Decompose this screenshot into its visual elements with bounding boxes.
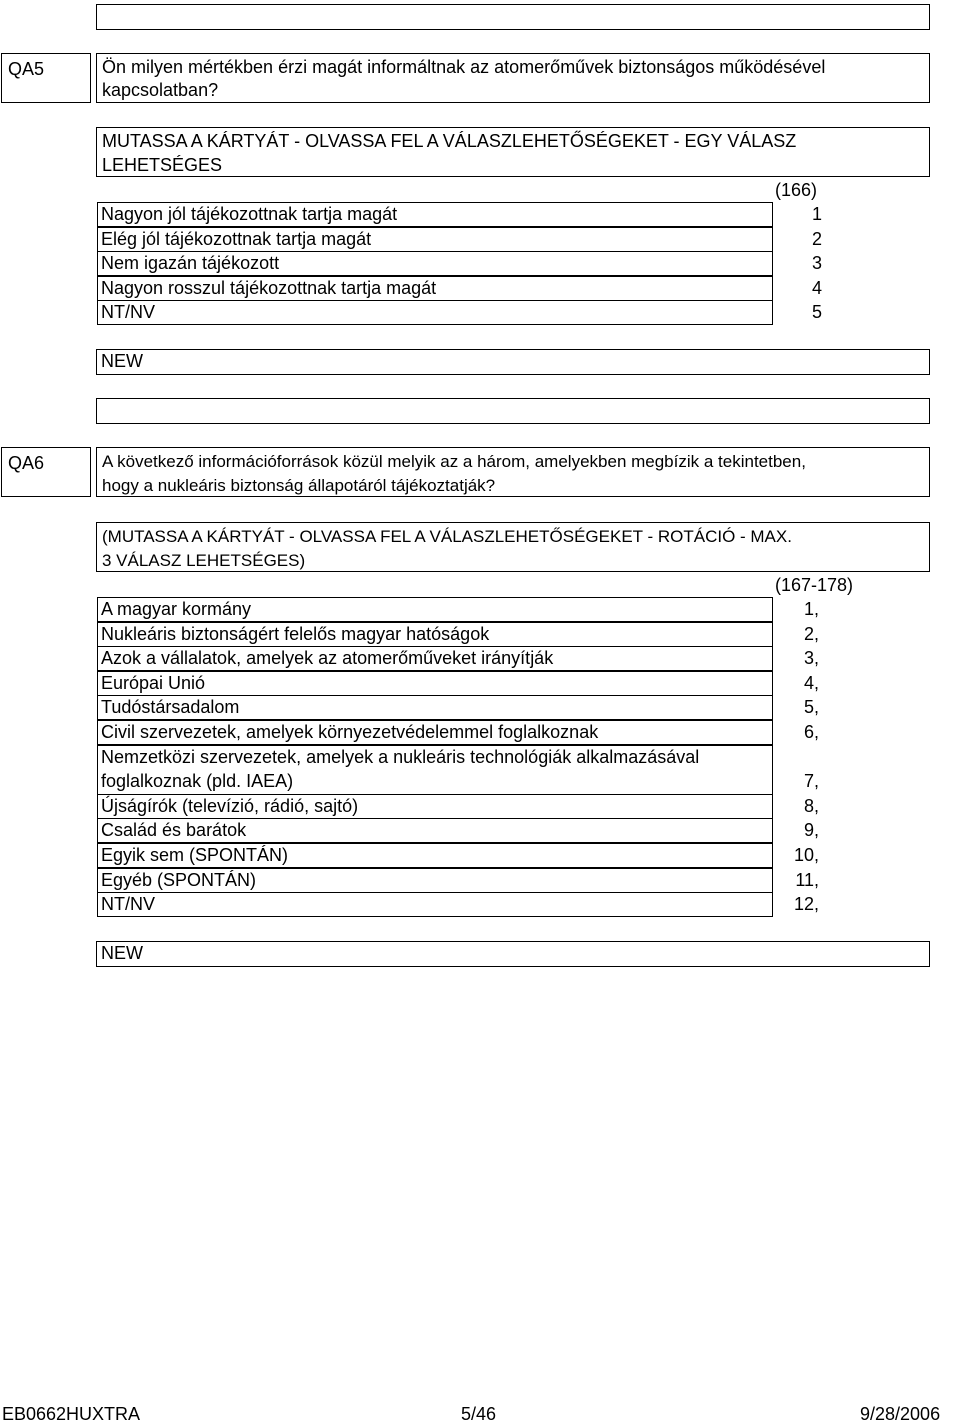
qa6-new-box [96, 941, 930, 967]
answer-label: Tudóstársadalom [101, 697, 240, 718]
answer-label: Egyik sem (SPONTÁN) [101, 845, 289, 865]
qa6-instruction-box [96, 522, 930, 572]
answer-code: 3, [803, 648, 819, 669]
answer-label: Nagyon jól tájékozottnak tartja magát [101, 204, 398, 224]
qa5-new-box [96, 349, 930, 375]
answer-code: 9, [803, 820, 819, 841]
table-row [97, 597, 827, 622]
qa6-column-code: (167-178) [775, 575, 854, 595]
qa6-id: QA6 [8, 453, 45, 473]
footer-page-number: 5/46 [461, 1404, 497, 1424]
table-row [97, 646, 827, 671]
qa5-question-box [96, 53, 930, 103]
answer-label: Elég jól tájékozottnak tartja magát [101, 228, 372, 249]
qa6-id-box [1, 447, 91, 497]
table-row [97, 227, 837, 252]
table-row [97, 251, 837, 276]
qa5-id: QA5 [8, 59, 45, 79]
answer-code: 3 [811, 253, 822, 274]
table-row [97, 818, 827, 843]
qa5-instruction-box [96, 127, 930, 177]
answer-code: 11, [795, 869, 819, 890]
answer-label: Azok a vállalatok, amelyek az atomerőműveket irányítják [101, 648, 554, 669]
answer-code: 12, [793, 894, 819, 915]
answer-code: 5, [803, 697, 819, 718]
table-row [97, 745, 827, 795]
footer-document-code: EB0662HUXTRA [2, 1404, 141, 1424]
answer-code: 4 [811, 277, 822, 298]
table-row [97, 202, 837, 227]
answer-label-box [97, 300, 773, 325]
top-empty-box [96, 4, 930, 30]
answer-label: Újságírók (televízió, rádió, sajtó) [101, 795, 359, 816]
answer-label: Nemzetközi szervezetek, amelyek a nukleáris technológiák alkalmazásával [101, 746, 700, 767]
answer-label: Egyéb (SPONTÁN) [101, 869, 257, 890]
table-row [97, 622, 827, 647]
answer-label-box [97, 892, 773, 917]
answer-label: NT/NV [101, 302, 155, 323]
answer-label: Nem igazán tájékozott [101, 253, 280, 274]
answer-code: 6, [803, 722, 819, 742]
answer-label: A magyar kormány [101, 599, 252, 619]
table-row [97, 695, 827, 720]
answer-code: 8, [803, 795, 819, 816]
answer-code: 2 [811, 228, 822, 249]
qa5-question-line2: kapcsolatban? [102, 80, 219, 100]
qa5-instruction-line2: LEHETSÉGES [102, 155, 223, 175]
footer-date: 9/28/2006 [860, 1404, 941, 1424]
qa5-new-label: NEW [101, 351, 143, 371]
answer-label: NT/NV [101, 894, 155, 915]
qa6-instruction-line1: (MUTASSA A KÁRTYÁT - OLVASSA FEL A VÁLASZLEHETŐSÉGEKET - ROTÁCIÓ - MAX. [102, 527, 792, 546]
table-row [97, 300, 837, 325]
middle-empty-box [96, 398, 930, 424]
answer-code: 1, [803, 599, 819, 619]
qa5-id-box [1, 53, 91, 103]
qa6-question-box [96, 447, 930, 497]
answer-label: Nukleáris biztonságért felelős magyar hatóságok [101, 623, 490, 644]
answer-label-continued: foglalkoznak (pld. IAEA) [101, 771, 294, 792]
answer-label: Család és barátok [101, 820, 247, 841]
answer-code: 5 [811, 302, 822, 323]
qa6-instruction-line2: 3 VÁLASZ LEHETSÉGES) [102, 551, 306, 570]
table-row [97, 671, 827, 696]
answer-code: 1 [811, 204, 822, 224]
table-row [97, 794, 827, 819]
answer-code: 10, [793, 845, 819, 865]
qa5-question-line1: Ön milyen mértékben érzi magát informáltnak az atomerőművek biztonságos működésével [102, 57, 826, 77]
table-row [97, 892, 827, 917]
answer-code: 4, [803, 672, 819, 693]
qa6-question-line1: A következő információforrások közül melyik az a három, amelyekben megbízik a tekintetben, [102, 452, 806, 471]
answer-label: Civil szervezetek, amelyek környezetvédelemmel foglalkoznak [101, 722, 599, 742]
answer-label: Európai Unió [101, 672, 206, 693]
table-row [97, 720, 827, 745]
answer-code: 2, [803, 623, 819, 644]
answer-label: Nagyon rosszul tájékozottnak tartja magát [101, 277, 437, 298]
answer-code: 7, [803, 771, 819, 792]
qa6-new-label: NEW [101, 943, 143, 963]
table-row [97, 276, 837, 301]
qa5-instruction-line1: MUTASSA A KÁRTYÁT - OLVASSA FEL A VÁLASZLEHETŐSÉGEKET - EGY VÁLASZ [102, 131, 797, 151]
table-row [97, 843, 827, 868]
qa6-question-line2: hogy a nukleáris biztonság állapotáról tájékoztatják? [102, 476, 496, 495]
qa5-column-code: (166) [775, 180, 818, 200]
table-row [97, 868, 827, 893]
